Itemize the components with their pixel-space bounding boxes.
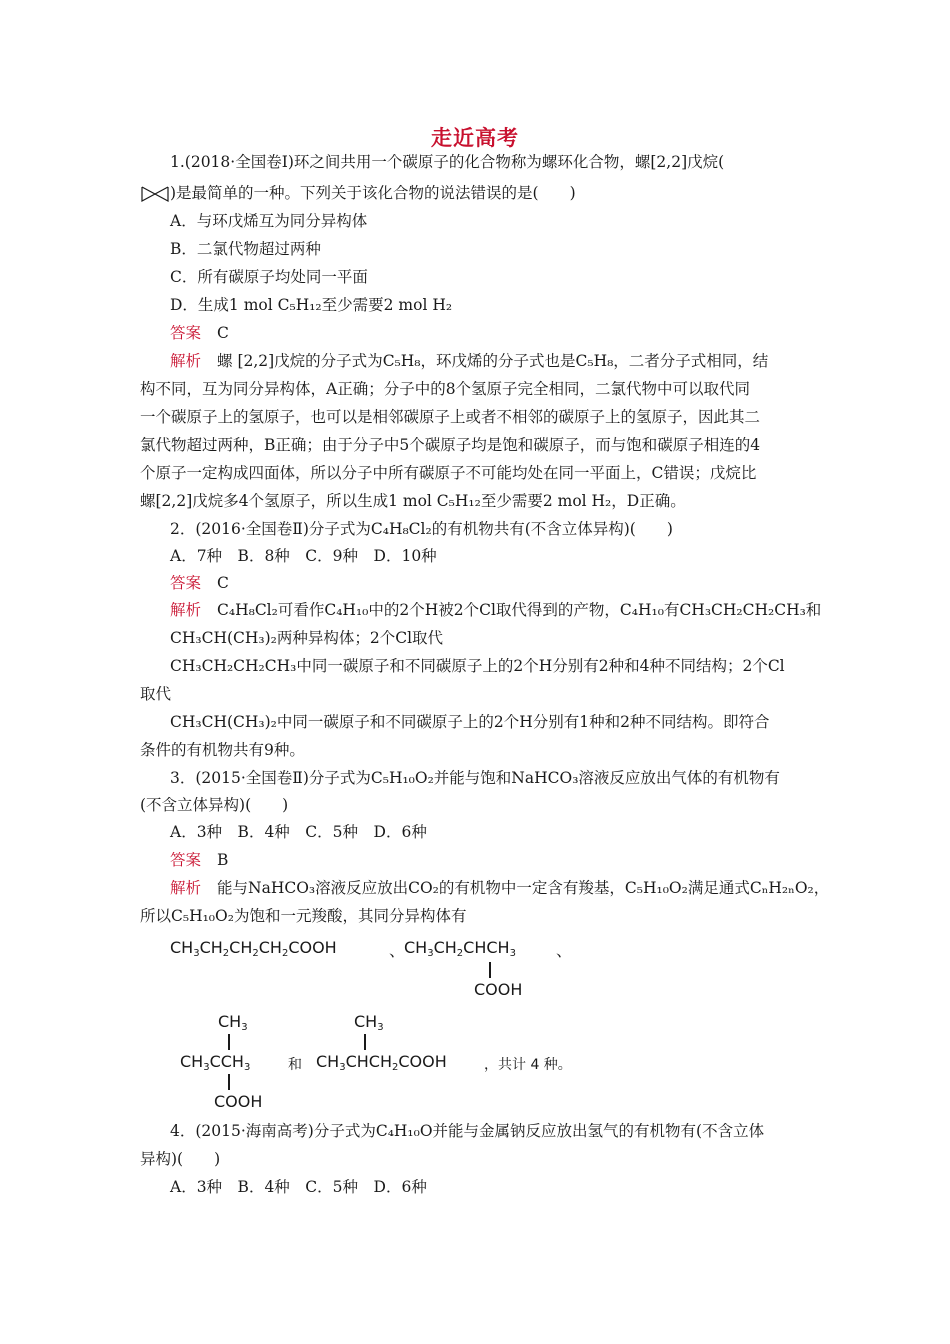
formula-count-note: ，共计 4 种。 bbox=[484, 1057, 572, 1073]
q2-options: A．7种 B．8种 C．9种 D．10种 bbox=[170, 547, 437, 565]
q1-analysis-line: 一个碳原子上的氢原子，也可以是相邻碳原子上或者不相邻的碳原子上的氢原子，因此其二 bbox=[140, 408, 761, 426]
q4-stem-line1: 4．(2015·海南高考)分子式为C₄H₁₀O并能与金属钠反应放出氢气的有机物有(不含立体 bbox=[170, 1122, 765, 1140]
formula-branch: COOH bbox=[474, 980, 523, 999]
q3-options: A．3种 B．4种 C．5种 D．6种 bbox=[170, 823, 427, 841]
answer-label: 答案 bbox=[170, 324, 202, 342]
answer-value: C bbox=[217, 324, 229, 342]
q1-analysis-line: 构不同，互为同分异构体，A正确；分子中的8个氢原子完全相同，二氯代物中可以取代同 bbox=[140, 380, 751, 398]
q1-option-c: C．所有碳原子均处同一平面 bbox=[170, 268, 368, 286]
q2-analysis-line: 取代 bbox=[140, 685, 172, 703]
formula-3-methylbutanoic-acid bbox=[316, 1012, 496, 1072]
answer-value: B bbox=[217, 851, 229, 869]
formula-2-2-dimethylpropanoic-acid bbox=[180, 1012, 280, 1112]
formula-main-chain: $CH_3CH_2CHCH_3$ bbox=[404, 938, 516, 959]
analysis-text: C₄H₈Cl₂可看作C₄H₁₀中的2个H被2个Cl取代得到的产物，C₄H₁₀有CH₃CH₂CH₂CH₃和 bbox=[217, 601, 822, 619]
bond-line bbox=[489, 962, 491, 978]
formula-separator: 、 bbox=[556, 941, 573, 960]
q2-analysis-line: CH₃CH(CH₃)₂两种异构体；2个Cl取代 bbox=[170, 629, 444, 647]
formula-and: 和 bbox=[288, 1057, 302, 1073]
formula-main-chain: $CH_3CCH_3$ bbox=[180, 1052, 251, 1073]
q1-option-d: D．生成1 mol C₅H₁₂至少需要2 mol H₂ bbox=[170, 296, 453, 314]
page-title: 走近高考 bbox=[431, 126, 519, 150]
formula-separator: 、 bbox=[389, 941, 406, 960]
formula-branch: $CH_3$ bbox=[218, 1012, 248, 1033]
analysis-label: 解析 bbox=[170, 879, 202, 897]
q2-analysis-line bbox=[170, 600, 821, 620]
analysis-text: 能与NaHCO₃溶液反应放出CO₂的有机物中一定含有羧基，C₅H₁₀O₂满足通式CₙH₂ₙO₂， bbox=[217, 879, 830, 897]
analysis-label: 解析 bbox=[170, 352, 202, 370]
q3-stem-line1: 3．(2015·全国卷Ⅱ)分子式为C₅H₁₀O₂并能与饱和NaHCO₃溶液反应放出气体的有机物有 bbox=[170, 769, 780, 787]
formula-2-methylbutanoic-acid bbox=[404, 938, 523, 999]
q3-analysis-line bbox=[170, 878, 829, 898]
spiropentane-icon bbox=[140, 185, 170, 203]
analysis-text: 螺 [2,2]戊烷的分子式为C₅H₈，环戊烯的分子式也是C₅H₈，二者分子式相同，结 bbox=[217, 352, 769, 370]
bond-line bbox=[364, 1034, 366, 1050]
q2-analysis-line: 条件的有机物共有9种。 bbox=[140, 741, 305, 759]
q1-option-b: B．二氯代物超过两种 bbox=[170, 240, 321, 258]
q1-option-a: A．与环戊烯互为同分异构体 bbox=[170, 212, 368, 230]
q1-analysis-line: 氯代物超过两种，B正确；由于分子中5个碳原子均是饱和碳原子，而与饱和碳原子相连的4 bbox=[140, 436, 761, 454]
analysis-label: 解析 bbox=[170, 601, 202, 619]
q2-answer bbox=[170, 573, 229, 593]
formula-main-chain: $CH_3CHCH_2COOH$ bbox=[316, 1052, 447, 1073]
q4-stem-line2: 异构)( ) bbox=[140, 1150, 221, 1168]
q1-analysis-line: 个原子一定构成四面体，所以分子中所有碳原子不可能均处在同一平面上，C错误；戊烷比 bbox=[140, 464, 757, 482]
q3-answer bbox=[170, 850, 228, 870]
formula-branch: COOH bbox=[214, 1092, 263, 1111]
q2-analysis-line: CH₃CH₂CH₂CH₃中同一碳原子和不同碳原子上的2个H分别有2种和4种不同结构；2个Cl bbox=[170, 657, 785, 675]
q4-options: A．3种 B．4种 C．5种 D．6种 bbox=[170, 1178, 427, 1196]
bond-line bbox=[228, 1034, 230, 1050]
q2-stem: 2．(2016·全国卷Ⅱ)分子式为C₄H₈Cl₂的有机物共有(不含立体异构)( ) bbox=[170, 520, 673, 538]
q3-stem-line2: (不含立体异构)( ) bbox=[140, 796, 289, 814]
q1-stem-line1: 1.(2018·全国卷Ⅰ)环之间共用一个碳原子的化合物称为螺环化合物，螺[2,2]戊烷( bbox=[170, 153, 725, 171]
answer-label: 答案 bbox=[170, 574, 202, 592]
q1-analysis-line: 螺[2,2]戊烷多4个氢原子，所以生成1 mol C₅H₁₂至少需要2 mol H₂，D正确。 bbox=[140, 492, 686, 510]
q1-answer bbox=[170, 323, 229, 343]
formula-pentanoic-acid: $CH_3CH_2CH_2CH_2COOH$ bbox=[170, 938, 337, 959]
formula-branch: $CH_3$ bbox=[354, 1012, 384, 1033]
q3-analysis-line: 所以C₅H₁₀O₂为饱和一元羧酸，其同分异构体有 bbox=[140, 907, 467, 925]
q1-analysis-line bbox=[170, 351, 768, 371]
bond-line bbox=[228, 1074, 230, 1090]
answer-value: C bbox=[217, 574, 229, 592]
q1-stem-line2-text: )是最简单的一种。下列关于该化合物的说法错误的是( ) bbox=[170, 184, 576, 202]
q1-stem-line2 bbox=[140, 183, 576, 203]
q2-analysis-line: CH₃CH(CH₃)₂中同一碳原子和不同碳原子上的2个H分别有1种和2种不同结构。即符合 bbox=[170, 713, 770, 731]
answer-label: 答案 bbox=[170, 851, 202, 869]
